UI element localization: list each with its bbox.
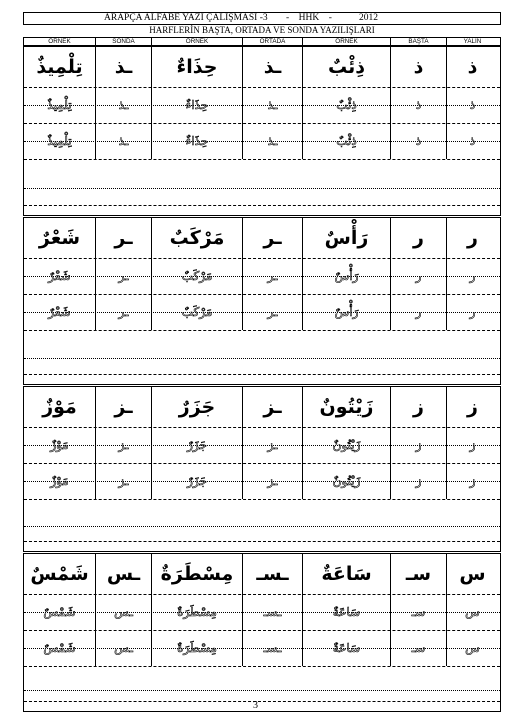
trace-cell[interactable]: ذ — [446, 87, 498, 123]
column-header: ÖRNEK — [48, 38, 71, 45]
example-cell: ر — [390, 218, 446, 258]
column-header: SONDA — [95, 38, 151, 45]
trace-cell[interactable]: ذِئْبٌ — [302, 87, 390, 123]
example-cell: شَمْسٌ — [30, 563, 89, 585]
writing-guide-line — [24, 612, 500, 613]
trace-cell[interactable]: ـذ — [95, 87, 151, 123]
writing-guide-line — [24, 188, 500, 189]
trace-cell[interactable]: ـس — [95, 630, 151, 666]
writing-guide-line — [24, 258, 500, 259]
trace-cell[interactable]: س — [446, 630, 498, 666]
example-cell: ـز — [95, 387, 151, 427]
column-header: YALIN — [446, 38, 498, 45]
trace-cell[interactable]: ـر — [242, 258, 302, 294]
writing-guide-line — [24, 294, 500, 295]
column-header: BAŞTA — [390, 38, 446, 45]
trace-cell[interactable]: شَعْرٌ — [48, 305, 71, 319]
trace-cell[interactable]: تِلْمِيذٌ — [47, 134, 72, 148]
example-cell: ـر — [242, 218, 302, 258]
trace-cell[interactable]: زَيْتُونٌ — [302, 427, 390, 463]
example-cell: ز — [446, 387, 498, 427]
column-headers — [23, 37, 501, 46]
writing-guide-line — [24, 205, 500, 206]
trace-cell[interactable]: مِسْطَرَةٌ — [151, 630, 242, 666]
example-cell: سـ — [390, 554, 446, 594]
example-cell: ـر — [95, 218, 151, 258]
trace-cell[interactable]: شَمْسٌ — [43, 641, 76, 655]
example-cell: ـذ — [95, 47, 151, 87]
trace-cell[interactable]: سَاعَةٌ — [302, 594, 390, 630]
writing-guide-line — [24, 499, 500, 500]
trace-cell[interactable]: مَوْزٌ — [50, 438, 69, 452]
model-row — [24, 218, 500, 258]
trace-cell[interactable]: حِذَاءٌ — [151, 87, 242, 123]
model-row — [24, 554, 500, 594]
writing-guide-line — [24, 276, 500, 277]
example-cell: مَرْكَبٌ — [151, 218, 242, 258]
trace-cell[interactable]: جَزَرٌ — [151, 463, 242, 499]
trace-cell[interactable]: ر — [446, 294, 498, 330]
trace-cell[interactable]: ذِئْبٌ — [302, 123, 390, 159]
trace-cell[interactable]: ز — [446, 463, 498, 499]
example-cell: ـذ — [242, 47, 302, 87]
example-cell: ـسـ — [242, 554, 302, 594]
trace-cell[interactable]: شَعْرٌ — [48, 269, 71, 283]
example-cell: رَأْسٌ — [302, 218, 390, 258]
trace-cell[interactable]: مِسْطَرَةٌ — [151, 594, 242, 630]
model-row — [24, 387, 500, 427]
trace-cell[interactable]: رَأْسٌ — [302, 294, 390, 330]
writing-guide-line — [24, 445, 500, 446]
trace-cell[interactable]: حِذَاءٌ — [151, 123, 242, 159]
example-cell: س — [446, 554, 498, 594]
writing-guide-line — [24, 463, 500, 464]
writing-guide-line — [24, 123, 500, 124]
writing-guide-line — [24, 594, 500, 595]
trace-cell[interactable]: س — [446, 594, 498, 630]
example-cell: ذِئْبٌ — [302, 47, 390, 87]
trace-cell[interactable]: مَرْكَبٌ — [151, 294, 242, 330]
writing-guide-line — [24, 330, 500, 331]
example-cell: ر — [446, 218, 498, 258]
letter-block — [23, 217, 501, 385]
trace-cell[interactable]: ـر — [95, 294, 151, 330]
worksheet-subtitle: HARFLERİN BAŞTA, ORTADA VE SONDA YAZILIŞLARI — [149, 25, 375, 35]
writing-guide-line — [24, 141, 500, 142]
column-header: ÖRNEK — [151, 38, 242, 45]
example-cell: مِسْطَرَةٌ — [151, 554, 242, 594]
example-cell: شَعْرٌ — [38, 227, 81, 249]
author-code: - HHK - — [286, 13, 332, 23]
trace-cell[interactable]: ـسـ — [242, 594, 302, 630]
example-cell: مَوْزٌ — [42, 396, 77, 418]
writing-guide-line — [24, 159, 500, 160]
year: 2012 — [359, 13, 378, 23]
worksheet-title-bar — [23, 12, 501, 25]
trace-cell[interactable]: ز — [390, 427, 446, 463]
example-cell: تِلْمِيذٌ — [36, 56, 83, 78]
trace-cell[interactable]: ز — [390, 463, 446, 499]
trace-cell[interactable]: مَوْزٌ — [50, 474, 69, 488]
trace-cell[interactable]: ذ — [390, 123, 446, 159]
example-cell: سَاعَةٌ — [302, 554, 390, 594]
trace-cell[interactable]: ـسـ — [242, 630, 302, 666]
example-cell: ـز — [242, 387, 302, 427]
example-cell: ز — [390, 387, 446, 427]
trace-cell[interactable]: ـذ — [95, 123, 151, 159]
trace-cell[interactable]: سـ — [390, 630, 446, 666]
column-header: ÖRNEK — [302, 38, 390, 45]
writing-guide-line — [24, 690, 500, 691]
example-cell: حِذَاءٌ — [151, 47, 242, 87]
writing-guide-line — [24, 630, 500, 631]
trace-cell[interactable]: ـز — [242, 463, 302, 499]
trace-cell[interactable]: ذ — [390, 87, 446, 123]
example-cell: ذ — [390, 47, 446, 87]
letter-block — [23, 386, 501, 552]
example-cell: جَزَرٌ — [151, 387, 242, 427]
letter-block — [23, 46, 501, 216]
trace-cell[interactable]: ز — [446, 427, 498, 463]
writing-guide-line — [24, 541, 500, 542]
column-header: ORTADA — [242, 38, 302, 45]
trace-cell[interactable]: ر — [390, 294, 446, 330]
trace-cell[interactable]: ـر — [242, 294, 302, 330]
letter-block — [23, 553, 501, 712]
trace-cell[interactable]: ر — [390, 258, 446, 294]
example-cell: ذ — [446, 47, 498, 87]
writing-guide-line — [24, 374, 500, 375]
trace-cell[interactable]: ـذ — [242, 123, 302, 159]
example-cell: ـس — [95, 554, 151, 594]
trace-cell[interactable]: سـ — [390, 594, 446, 630]
trace-cell[interactable]: ـس — [95, 594, 151, 630]
trace-cell[interactable]: ـر — [95, 258, 151, 294]
trace-cell[interactable]: تِلْمِيذٌ — [47, 98, 72, 112]
writing-guide-line — [24, 427, 500, 428]
writing-guide-line — [24, 666, 500, 667]
writing-guide-line — [24, 648, 500, 649]
model-row — [24, 47, 500, 87]
writing-guide-line — [24, 526, 500, 527]
trace-cell[interactable]: زَيْتُونٌ — [302, 463, 390, 499]
trace-cell[interactable]: ـز — [242, 427, 302, 463]
example-cell: زَيْتُونٌ — [302, 387, 390, 427]
trace-cell[interactable]: جَزَرٌ — [151, 427, 242, 463]
trace-cell[interactable]: ر — [446, 258, 498, 294]
writing-guide-line — [24, 481, 500, 482]
trace-cell[interactable]: ـذ — [242, 87, 302, 123]
trace-cell[interactable]: ذ — [446, 123, 498, 159]
writing-guide-line — [24, 87, 500, 88]
writing-guide-line — [24, 358, 500, 359]
trace-cell[interactable]: رَأْسٌ — [302, 258, 390, 294]
worksheet-title: ARAPÇA ALFABE YAZI ÇALIŞMASI -3 — [104, 13, 268, 23]
page-number: 3 — [253, 700, 258, 711]
writing-guide-line — [24, 105, 500, 106]
trace-cell[interactable]: ـز — [95, 427, 151, 463]
trace-cell[interactable]: سَاعَةٌ — [302, 630, 390, 666]
trace-cell[interactable]: مَرْكَبٌ — [151, 258, 242, 294]
trace-cell[interactable]: ـز — [95, 463, 151, 499]
trace-cell[interactable]: شَمْسٌ — [43, 605, 76, 619]
writing-guide-line — [24, 312, 500, 313]
